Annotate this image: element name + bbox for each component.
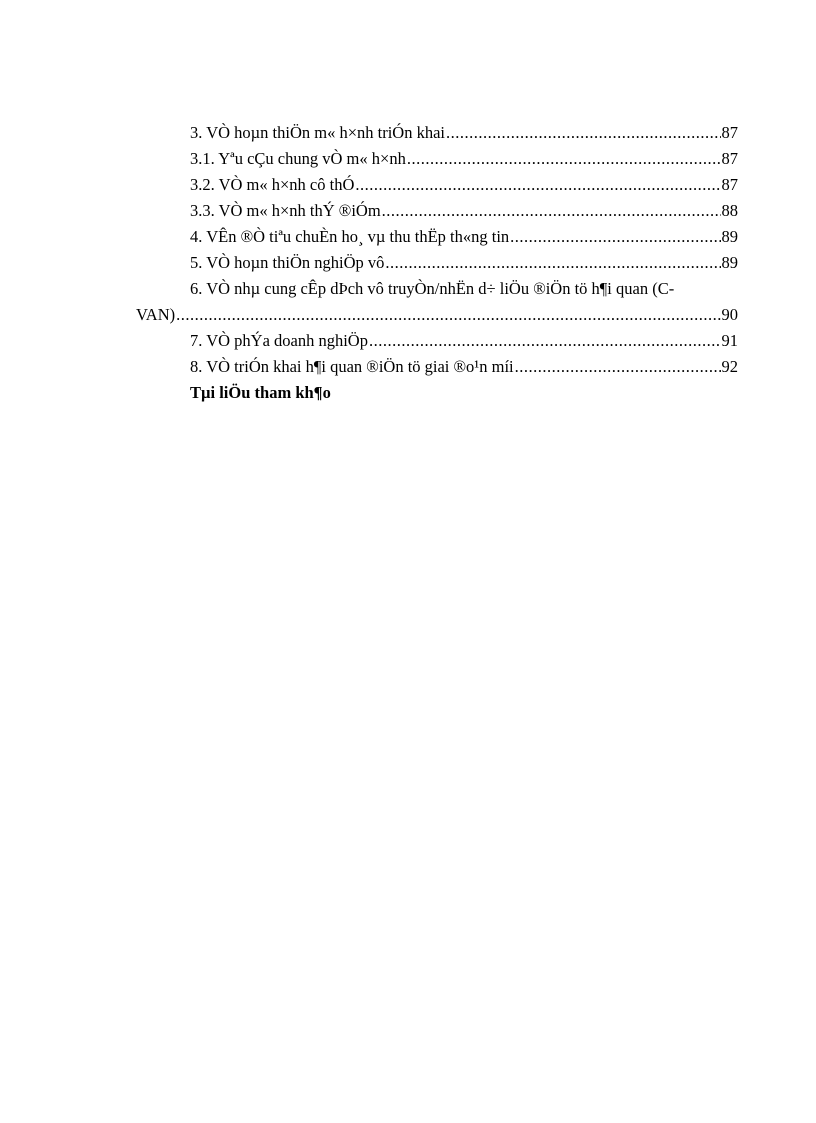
toc-references-heading[interactable]: Tµi liÖu tham kh¶o <box>190 383 331 402</box>
toc-entry-text: 3. VÒ hoµn thiÖn m« h×nh triÓn khai <box>190 123 446 142</box>
toc-page-number: 90 <box>721 305 738 324</box>
toc-dot-leader <box>382 198 721 224</box>
toc-entry-3-1[interactable] <box>136 146 738 172</box>
toc-dot-leader <box>369 328 721 354</box>
toc-entry-6[interactable] <box>136 276 738 328</box>
toc-page-number: 89 <box>721 253 738 272</box>
toc-entry-4[interactable] <box>136 224 738 250</box>
toc-entry-3-3[interactable] <box>136 198 738 224</box>
toc-entry-continuation <box>136 302 738 328</box>
toc-entry-text: 3.3. VÒ m« h×nh thÝ ®iÓm <box>190 201 381 220</box>
toc-entry-text: 6. VÒ nhµ cung cÊp dÞch vô truyÒn/nhËn d÷ liÖu ®iÖn tö h¶i quan (C- <box>190 279 675 298</box>
toc-page-number: 91 <box>721 331 738 350</box>
toc-page-number: 87 <box>721 175 738 194</box>
toc-entry-text: 3.1. Yªu cÇu chung vÒ m« h×nh <box>190 149 406 168</box>
toc-entry-text-continued: VAN) <box>136 305 176 324</box>
toc-dot-leader <box>355 172 720 198</box>
toc-entry-text: 3.2. VÒ m« h×nh cô thÓ <box>190 175 355 194</box>
toc-page-number: 92 <box>721 357 738 376</box>
toc-dot-leader <box>446 120 720 146</box>
toc-page-number: 87 <box>721 123 738 142</box>
toc-entry-3[interactable] <box>136 120 738 146</box>
toc-page-number: 89 <box>721 227 738 246</box>
toc-entry-text: 7. VÒ phÝa doanh nghiÖp <box>190 331 368 350</box>
toc-entry-text: 5. VÒ hoµn thiÖn nghiÖp vô <box>190 253 385 272</box>
toc-entry-8[interactable] <box>136 354 738 380</box>
table-of-contents <box>136 120 738 406</box>
toc-dot-leader <box>515 354 721 380</box>
toc-entry-5[interactable] <box>136 250 738 276</box>
toc-entry-3-2[interactable] <box>136 172 738 198</box>
toc-dot-leader <box>385 250 720 276</box>
toc-dot-leader <box>407 146 721 172</box>
toc-dot-leader <box>510 224 720 250</box>
toc-entry-text: 8. VÒ triÓn khai h¶i quan ®iÖn tö giai ®o¹n míi <box>190 357 514 376</box>
toc-entry-text: 4. VÊn ®Ò tiªu chuÈn ho¸ vµ thu thËp th«ng tin <box>190 227 510 246</box>
toc-entry-7[interactable] <box>136 328 738 354</box>
toc-page-number: 87 <box>721 149 738 168</box>
toc-dot-leader <box>176 302 720 328</box>
toc-page-number: 88 <box>721 201 738 220</box>
